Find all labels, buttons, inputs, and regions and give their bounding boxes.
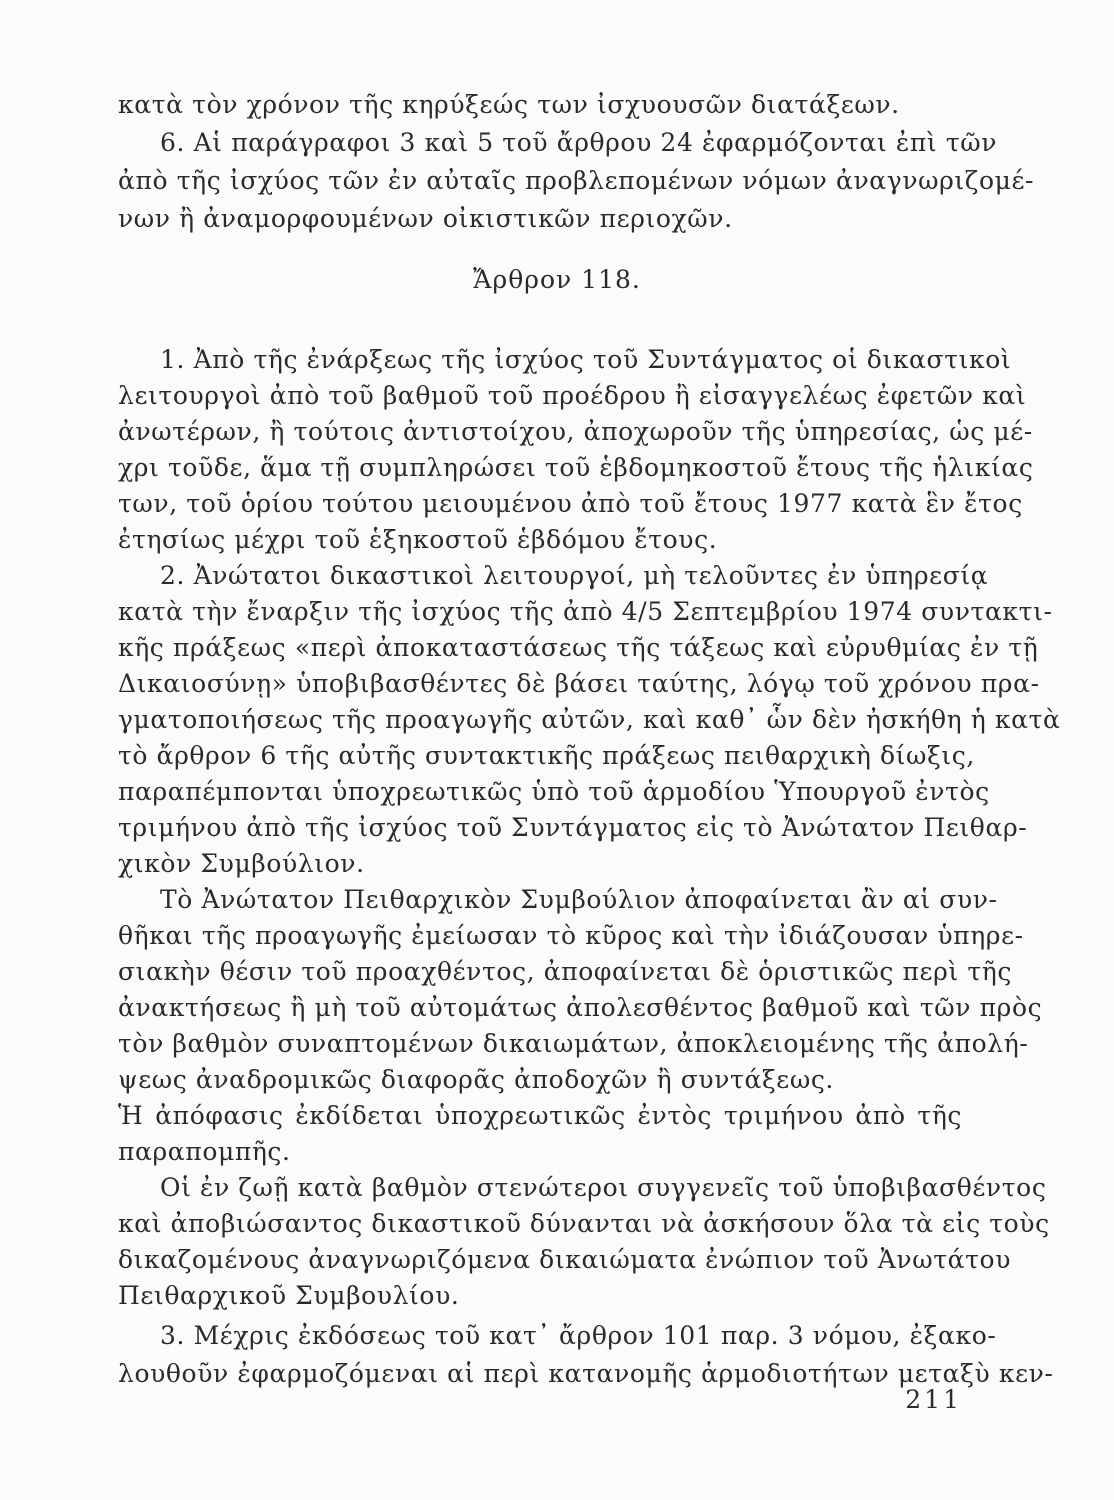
text-line: χικὸν Συμβούλιον. — [118, 849, 365, 878]
text-line: τὸν βαθμὸν συναπτομένων δικαιωμάτων, ἀποκλειομένης τῆς ἀπολή- — [118, 1029, 1029, 1058]
page-number: 211 — [905, 1385, 962, 1414]
text-line: νων ἢ ἀναμορφουμένων οἰκιστικῶν περιοχῶν. — [118, 204, 733, 233]
text-line: κῆς πράξεως «περὶ ἀποκαταστάσεως τῆς τάξεως καὶ εὐρυθμίας ἐν τῇ — [118, 633, 1039, 662]
text-line: ψεως ἀναδρομικῶς διαφορᾶς ἀποδοχῶν ἢ συντάξεως. — [118, 1065, 834, 1094]
text-line: τριμήνου ἀπὸ τῆς ἰσχύος τοῦ Συντάγματος εἰς τὸ Ἀνώτατον Πειθαρ- — [118, 813, 1028, 842]
text-line: κατὰ τὸν χρόνον τῆς κηρύξεώς των ἰσχυουσῶν διατάξεων. — [118, 90, 900, 119]
text-line: σιακὴν θέσιν τοῦ προαχθέντος, ἀποφαίνεται δὲ ὁριστικῶς περὶ τῆς — [118, 957, 1012, 986]
text-line: τὸ ἄρθρον 6 τῆς αὐτῆς συντακτικῆς πράξεως πειθαρχικὴ δίωξις, — [118, 741, 975, 770]
text-line: ἐτησίως μέχρι τοῦ ἑξηκοστοῦ ἑβδόμου ἔτους. — [118, 525, 718, 554]
text-line: 1. Ἀπὸ τῆς ἐνάρξεως τῆς ἰσχύος τοῦ Συντάγματος οἱ δικαστικοὶ — [160, 345, 1012, 374]
text-line: γματοποιήσεως τῆς προαγωγῆς αὐτῶν, καὶ καθ᾽ ὧν δὲν ἠσκήθη ἡ κατὰ — [118, 705, 1061, 734]
text-line: Οἱ ἐν ζωῇ κατὰ βαθμὸν στενώτεροι συγγενεῖς τοῦ ὑποβιβασθέντος — [160, 1173, 1047, 1202]
text-line: δικαζομένους ἀναγνωριζόμενα δικαιώματα ἐνώπιον τοῦ Ἀνωτάτου — [118, 1245, 1011, 1274]
text-line: 6. Αἱ παράγραφοι 3 καὶ 5 τοῦ ἄρθρου 24 ἐφαρμόζονται ἐπὶ τῶν — [160, 128, 998, 157]
text-line: των, τοῦ ὁρίου τούτου μειουμένου ἀπὸ τοῦ ἔτους 1977 κατὰ ἓν ἔτος — [118, 489, 1023, 518]
text-line: Ἡ ἀπόφασις ἐκδίδεται ὑποχρεωτικῶς ἐντὸς τριμήνου ἀπὸ τῆς — [118, 1101, 962, 1130]
text-line: 3. Μέχρις ἐκδόσεως τοῦ κατ᾽ ἄρθρον 101 παρ. 3 νόμου, ἐξακο- — [160, 1321, 997, 1350]
text-line: λειτουργοὶ ἀπὸ τοῦ βαθμοῦ τοῦ προέδρου ἢ εἰσαγγελέως ἐφετῶν καὶ — [118, 381, 1027, 410]
text-line: λουθοῦν ἐφαρμοζόμεναι αἱ περὶ κατανομῆς ἁρμοδιοτήτων μεταξὺ κεν- — [118, 1359, 1054, 1388]
text-line: Πειθαρχικοῦ Συμβουλίου. — [118, 1281, 460, 1310]
text-line: 2. Ἀνώτατοι δικαστικοὶ λειτουργοί, μὴ τελοῦντες ἐν ὑπηρεσίᾳ — [160, 561, 989, 590]
article-heading: Ἄρθρον 118. — [473, 265, 641, 294]
text-line: κατὰ τὴν ἔναρξιν τῆς ἰσχύος τῆς ἀπὸ 4/5 Σεπτεμβρίου 1974 συντακτι- — [118, 597, 1053, 626]
text-line: ἀπὸ τῆς ἰσχύος τῶν ἐν αὐταῖς προβλεπομένων νόμων ἀναγνωριζομέ- — [118, 166, 1035, 195]
text-line: Δικαιοσύνῃ» ὑποβιβασθέντες δὲ βάσει ταύτης, λόγῳ τοῦ χρόνου πρα- — [118, 669, 1040, 698]
text-line: καὶ ἀποβιώσαντος δικαστικοῦ δύνανται νὰ ἀσκήσουν ὅλα τὰ εἰς τοὺς — [118, 1209, 1050, 1238]
text-line: ἀνωτέρων, ἢ τούτοις ἀντιστοίχου, ἀποχωροῦν τῆς ὑπηρεσίας, ὡς μέ- — [118, 417, 1033, 446]
text-line: παραπομπῆς. — [118, 1137, 291, 1166]
text-line: ἀνακτήσεως ἢ μὴ τοῦ αὐτομάτως ἀπολεσθέντος βαθμοῦ καὶ τῶν πρὸς — [118, 993, 1043, 1022]
text-line: παραπέμπονται ὑποχρεωτικῶς ὑπὸ τοῦ ἁρμοδίου Ὑπουργοῦ ἐντὸς — [118, 777, 990, 806]
text-line: Τὸ Ἀνώτατον Πειθαρχικὸν Συμβούλιον ἀποφαίνεται ἂν αἱ συν- — [160, 885, 998, 914]
text-line: θῆκαι τῆς προαγωγῆς ἐμείωσαν τὸ κῦρος καὶ τὴν ἰδιάζουσαν ὑπηρε- — [118, 921, 1024, 950]
text-line: χρι τοῦδε, ἅμα τῇ συμπληρώσει τοῦ ἑβδομηκοστοῦ ἔτους τῆς ἡλικίας — [118, 453, 1034, 482]
